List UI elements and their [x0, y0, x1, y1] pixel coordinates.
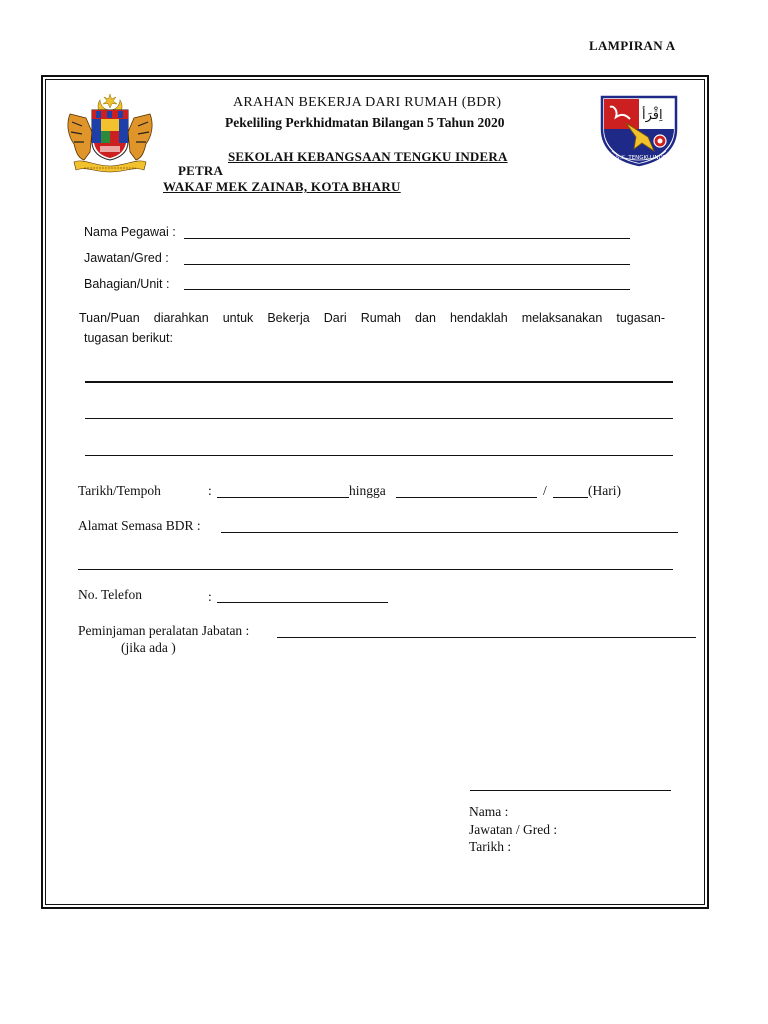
signature-nama-label: Nama :	[469, 804, 509, 819]
bahagian-unit-label: Bahagian/Unit :	[84, 277, 170, 291]
school-crest-icon	[596, 93, 693, 167]
school-crest-logo	[596, 93, 693, 167]
tarikh-colon: :	[208, 483, 212, 498]
signature-tarikh-label: Tarikh :	[469, 839, 512, 854]
alamat-bdr-field[interactable]	[221, 532, 678, 533]
hari-count-field[interactable]	[553, 497, 588, 498]
tarikh-to-field[interactable]	[396, 497, 537, 498]
form-title: ARAHAN BEKERJA DARI RUMAH (BDR)	[233, 95, 502, 110]
lampiran-label: LAMPIRAN A	[589, 38, 676, 53]
task-line-1[interactable]	[85, 381, 673, 383]
jika-ada-note: (jika ada )	[121, 640, 176, 655]
slash-separator: /	[543, 483, 547, 498]
jawatan-gred-field[interactable]	[184, 264, 630, 265]
coat-of-arms-logo	[64, 92, 156, 174]
task-line-2[interactable]	[85, 418, 673, 419]
instruction-line1: Tuan/Puan diarahkan untuk Bekerja Dari Rumah dan hendaklah melaksanakan tugasan-	[79, 311, 665, 325]
nama-pegawai-field[interactable]	[184, 238, 630, 239]
peminjaman-label: Peminjaman peralatan Jabatan :	[78, 623, 250, 638]
school-address: WAKAF MEK ZAINAB, KOTA BHARU	[163, 179, 401, 194]
school-name-line2: PETRA	[178, 163, 224, 178]
signature-jawatan-label: Jawatan / Gred :	[469, 822, 558, 837]
alamat-bdr-label: Alamat Semasa BDR :	[78, 518, 201, 533]
telefon-colon: :	[208, 589, 212, 604]
signature-line[interactable]	[470, 790, 671, 791]
peminjaman-field[interactable]	[277, 637, 696, 638]
bahagian-unit-field[interactable]	[184, 289, 630, 290]
hari-label: (Hari)	[588, 483, 621, 498]
telefon-label: No. Telefon	[78, 587, 143, 602]
svg-text:اِقْرَأ: اِقْرَأ	[642, 108, 663, 123]
hingga-label: hingga	[349, 483, 386, 498]
school-name-line1: SEKOLAH KEBANGSAAN TENGKU INDERA	[228, 149, 508, 164]
nama-pegawai-label: Nama Pegawai :	[84, 225, 176, 239]
tarikh-from-field[interactable]	[217, 497, 349, 498]
circular-reference: Pekeliling Perkhidmatan Bilangan 5 Tahun 2020	[225, 115, 505, 130]
crest-text: S.K. TENGKU INDERA PETRA	[616, 155, 693, 161]
jawatan-gred-label: Jawatan/Gred :	[84, 251, 169, 265]
alamat-bdr-field-line2[interactable]	[78, 569, 673, 570]
malaysia-coat-of-arms-icon	[64, 92, 156, 174]
telefon-field[interactable]	[217, 602, 388, 603]
instruction-line2: tugasan berikut:	[84, 331, 173, 345]
tarikh-tempoh-label: Tarikh/Tempoh	[78, 483, 161, 498]
task-line-3[interactable]	[85, 455, 673, 456]
